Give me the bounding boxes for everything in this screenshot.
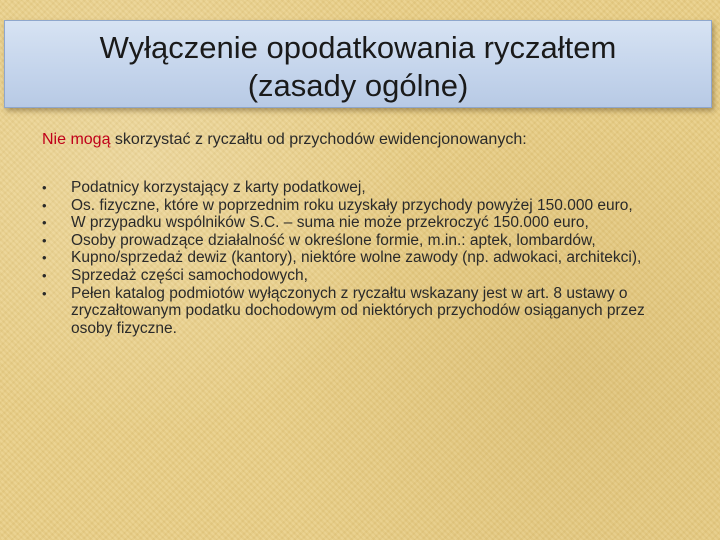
bullet-text-4: Osoby prowadzące działalność w określone formie, m.in.: aptek, lombardów,: [71, 231, 596, 249]
bullet-item-4: [42, 232, 672, 250]
bullet-item-2: [42, 197, 672, 215]
bullet-text-5: Kupno/sprzedaż dewiz (kantory), niektóre wolne zawody (np. adwokaci, architekci),: [71, 249, 642, 267]
slide-title-line-1: Wyłączenie opodatkowania ryczałtem: [99, 30, 617, 65]
bullet-item-7: [42, 285, 672, 338]
bullet-icon: •: [42, 180, 47, 195]
slide-title: [5, 21, 711, 105]
bullet-item-3: [42, 214, 672, 232]
bullet-text-2: Os. fizyczne, które w poprzednim roku uzyskały przychody powyżej 150.000 euro,: [71, 196, 633, 214]
slide-title-line-2: (zasady ogólne): [247, 68, 469, 103]
bullet-text-3: W przypadku wspólników S.C. – suma nie może przekroczyć 150.000 euro,: [71, 214, 589, 232]
bullet-text-1: Podatnicy korzystający z karty podatkowej,: [71, 179, 366, 196]
intro-rest: skorzystać z ryczałtu od przychodów ewidencjonowanych:: [110, 131, 527, 148]
bullet-text-6: Sprzedaż części samochodowych,: [71, 266, 308, 284]
bullet-list: [42, 179, 672, 337]
bullet-icon: •: [42, 215, 47, 231]
bullet-icon: •: [42, 232, 47, 248]
bullet-text-7: Pełen katalog podmiotów wyłączonych z ryczałtu wskazany jest w art. 8 ustawy o zryczałtowanym podatku dochodowym od niektórych przychodów osiąganych przez osoby fizyczne.: [71, 284, 645, 337]
bullet-icon: •: [42, 285, 47, 301]
title-banner: [4, 20, 712, 108]
bullet-item-6: [42, 267, 672, 285]
intro-emphasis: Nie mogą: [42, 131, 111, 148]
bullet-item-1: [42, 179, 672, 197]
intro-text: [42, 130, 682, 150]
bullet-icon: •: [42, 250, 47, 266]
bullet-item-5: [42, 249, 672, 267]
bullet-icon: •: [42, 267, 47, 283]
bullet-icon: •: [42, 197, 47, 213]
